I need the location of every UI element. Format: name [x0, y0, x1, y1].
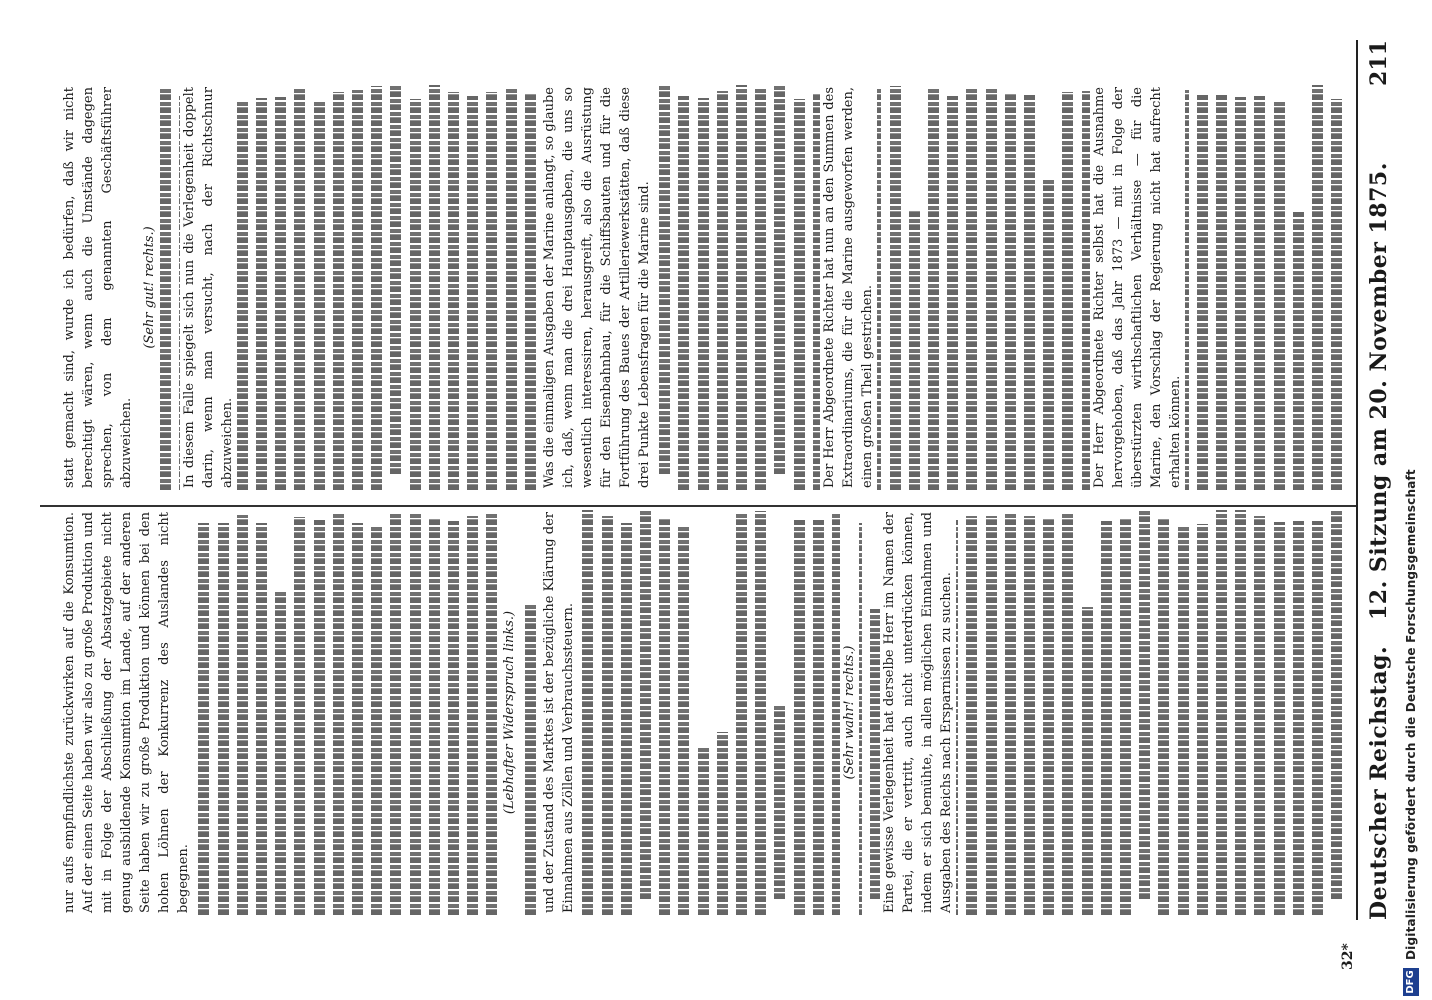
- left-paragraph-5-text: Eine gewisse Verlegenheit hat derselbe Herr im Namen der Partei, die er vertritt, auch nicht unterdrücken können, indem er sich bemühte, in allen möglichen Einnahmen und Ausgaben des Reichs nach Ersparnissen zu suchen.: [882, 512, 954, 913]
- header-rule: [1356, 40, 1358, 920]
- text-line: [410, 99, 421, 490]
- text-line: [390, 513, 401, 915]
- text-line: [678, 96, 689, 490]
- text-line: [371, 86, 382, 490]
- left-paragraph-4: [840, 510, 859, 915]
- text-line: [1331, 510, 1342, 899]
- text-line: [1235, 97, 1246, 490]
- right-paragraph-2: [140, 85, 159, 490]
- text-line: [237, 515, 248, 915]
- text-line: [794, 520, 805, 915]
- text-line: [986, 516, 997, 915]
- text-line: [1274, 101, 1285, 490]
- left-paragraph-1-text: nur aufs empfindlichste zurückwirken auf die Konsumtion. Auf der einen Seite haben wir also zu große Produktion und mit in Folge der Abschließung der Absatzgebiete nicht genug ausbildende Konsumtion im Lande, auf der anderen Seite haben wir zu große Produktion und können bei den hohen Löhnen der Konkurrenz des Auslandes nicht begegnen.: [62, 512, 191, 913]
- text-line: [1158, 519, 1169, 915]
- text-line: [1312, 85, 1323, 490]
- text-line: [1005, 94, 1016, 490]
- text-line: [294, 517, 305, 915]
- right-paragraph-1: [60, 85, 136, 490]
- left-paragraph-3-text: und der Zustand des Marktes ist der bezügliche Klärung der Einnahmen aus Zöllen und Verbrauchssteuern.: [542, 512, 576, 913]
- text-line: [794, 99, 805, 490]
- text-line: [198, 523, 209, 915]
- text-line: [237, 100, 248, 490]
- right-paragraph-2-text: (Sehr gut! rechts.): [142, 226, 157, 349]
- text-line: [1005, 513, 1016, 915]
- text-line: [467, 516, 478, 915]
- text-line: [486, 512, 497, 915]
- text-line: [947, 96, 958, 490]
- text-line: [275, 591, 286, 915]
- text-line: [1139, 510, 1150, 899]
- right-paragraph-1-text: statt gemacht sind, wurde ich bedürfen, daß wir nicht berechtigt wären, wenn auch die Umstände dagegen sprechen, von dem genannten Geschäftsführer abzuweichen.: [62, 87, 134, 488]
- right-paragraph-6-text: Der Herr Abgeordnete Richter selbst hat die Ausnahme hervorgehoben, daß das Jahr 1873 — mit in Folge der überstürzten wirthschaftlichen Verhältnisse — für die Marine, den Vorschlag der Regierung nicht hat aufrecht erhalten können.: [1092, 87, 1183, 488]
- text-line: [678, 525, 689, 915]
- text-line: [160, 87, 171, 490]
- text-line: [1254, 96, 1265, 490]
- text-line: [410, 513, 421, 915]
- left-paragraph-2-text: (Lebhafter Widerspruch links.): [502, 610, 517, 815]
- text-line: [1331, 99, 1342, 490]
- left-paragraph-5: [880, 510, 956, 915]
- right-paragraph-3: [180, 85, 237, 490]
- text-line: [966, 516, 977, 915]
- text-line: [486, 92, 497, 490]
- right-paragraph-5-text: Der Herr Abgeordnete Richter hat nun an den Summen des Extraordinariums, die für die Marine ausgeworfen werden, einen großen Theil gestrichen.: [822, 87, 875, 488]
- text-line: [1274, 522, 1285, 915]
- header-title: Deutscher Reichstag.: [1366, 645, 1392, 920]
- header-session: 12. Sitzung am 20. November 1875.: [1366, 162, 1392, 620]
- text-line: [1216, 95, 1227, 490]
- left-paragraph-4-text: (Sehr wahr! rechts.): [842, 645, 857, 780]
- left-column-text-lines: [60, 510, 1350, 915]
- page-header: [1362, 40, 1398, 920]
- text-line: [429, 85, 440, 490]
- text-line: [314, 520, 325, 915]
- text-line: [659, 518, 670, 915]
- text-line: [1062, 514, 1073, 915]
- text-line: [256, 523, 267, 915]
- text-line: [525, 94, 536, 490]
- text-line: [717, 732, 728, 915]
- folio-mark: 32*: [1340, 943, 1356, 970]
- text-line: [333, 513, 344, 915]
- text-line: [1082, 607, 1093, 915]
- text-line: [467, 96, 478, 490]
- text-line: [371, 525, 382, 915]
- right-column: [60, 85, 1350, 490]
- text-line: [928, 89, 939, 490]
- text-line: [717, 91, 728, 490]
- right-paragraph-5: [820, 85, 877, 490]
- text-line: [1178, 525, 1189, 915]
- text-line: [698, 98, 709, 490]
- text-line: [890, 86, 901, 490]
- text-line: [1043, 178, 1054, 490]
- left-paragraph-2: [500, 510, 519, 915]
- text-line: [275, 97, 286, 490]
- text-line: [1216, 510, 1227, 915]
- text-line: [1254, 516, 1265, 915]
- text-line: [640, 510, 651, 899]
- right-paragraph-3-text: In diesem Falle spiegelt sich nun die Verlegenheit doppelt darin, wenn man versucht, nach der Richtschnur abzuweichen.: [182, 87, 235, 488]
- text-line: [755, 511, 766, 915]
- left-column: [60, 510, 1350, 915]
- text-line: [314, 100, 325, 490]
- text-line: [774, 85, 785, 474]
- dfg-logo-icon: DFG: [1403, 968, 1419, 996]
- text-line: [1024, 516, 1035, 915]
- text-line: [1197, 524, 1208, 915]
- text-line: [1197, 95, 1208, 490]
- text-line: [909, 210, 920, 490]
- text-line: [448, 92, 459, 490]
- text-line: [813, 520, 824, 915]
- left-paragraph-3: [540, 510, 578, 915]
- text-line: [755, 89, 766, 490]
- text-line: [352, 523, 363, 915]
- text-line: [736, 514, 747, 915]
- text-line: [659, 85, 670, 474]
- text-line: [256, 98, 267, 490]
- text-line: [525, 603, 536, 915]
- text-line: [774, 706, 785, 899]
- text-line: [1043, 518, 1054, 915]
- text-line: [602, 516, 613, 915]
- text-line: [986, 89, 997, 490]
- text-line: [218, 523, 229, 915]
- text-line: [621, 523, 632, 915]
- text-line: [352, 90, 363, 490]
- left-paragraph-1: [60, 510, 193, 915]
- digitization-credit: Digitalisierung gefördert durch die Deutsche Forschungsgemeinschaft: [1404, 469, 1418, 960]
- text-line: [1293, 212, 1304, 490]
- right-paragraph-6: [1090, 85, 1185, 490]
- text-line: [1101, 521, 1112, 915]
- text-line: [1062, 92, 1073, 490]
- page-number: 211: [1366, 40, 1392, 86]
- text-line: [333, 92, 344, 490]
- right-paragraph-4-text: Was die einmaligen Ausgaben der Marine anlangt, so glaube ich, daß, wenn man die drei Hauptausgaben, die uns so wesentlich interessiren, herausgreift, also die Ausrüstung für den Eisenbahnbau, für die Schiffsbauten und für die Fortführung des Baues der Artilleriewerkstätten, daß diese drei Punkte Lebensfragen für die Marine sind.: [542, 87, 652, 488]
- text-line: [390, 85, 401, 474]
- text-line: [448, 521, 459, 915]
- text-line: [1293, 521, 1304, 915]
- text-line: [506, 88, 517, 490]
- text-line: [1235, 510, 1246, 915]
- text-line: [1120, 519, 1131, 915]
- right-paragraph-4: [540, 85, 654, 490]
- text-line: [429, 518, 440, 915]
- text-line: [1312, 521, 1323, 915]
- digitization-strip: [1400, 0, 1426, 1000]
- text-line: [1024, 95, 1035, 490]
- column-divider: [40, 505, 1356, 507]
- text-line: [294, 89, 305, 490]
- text-line: [698, 747, 709, 915]
- text-line: [582, 510, 593, 915]
- text-line: [966, 88, 977, 490]
- text-line: [736, 85, 747, 490]
